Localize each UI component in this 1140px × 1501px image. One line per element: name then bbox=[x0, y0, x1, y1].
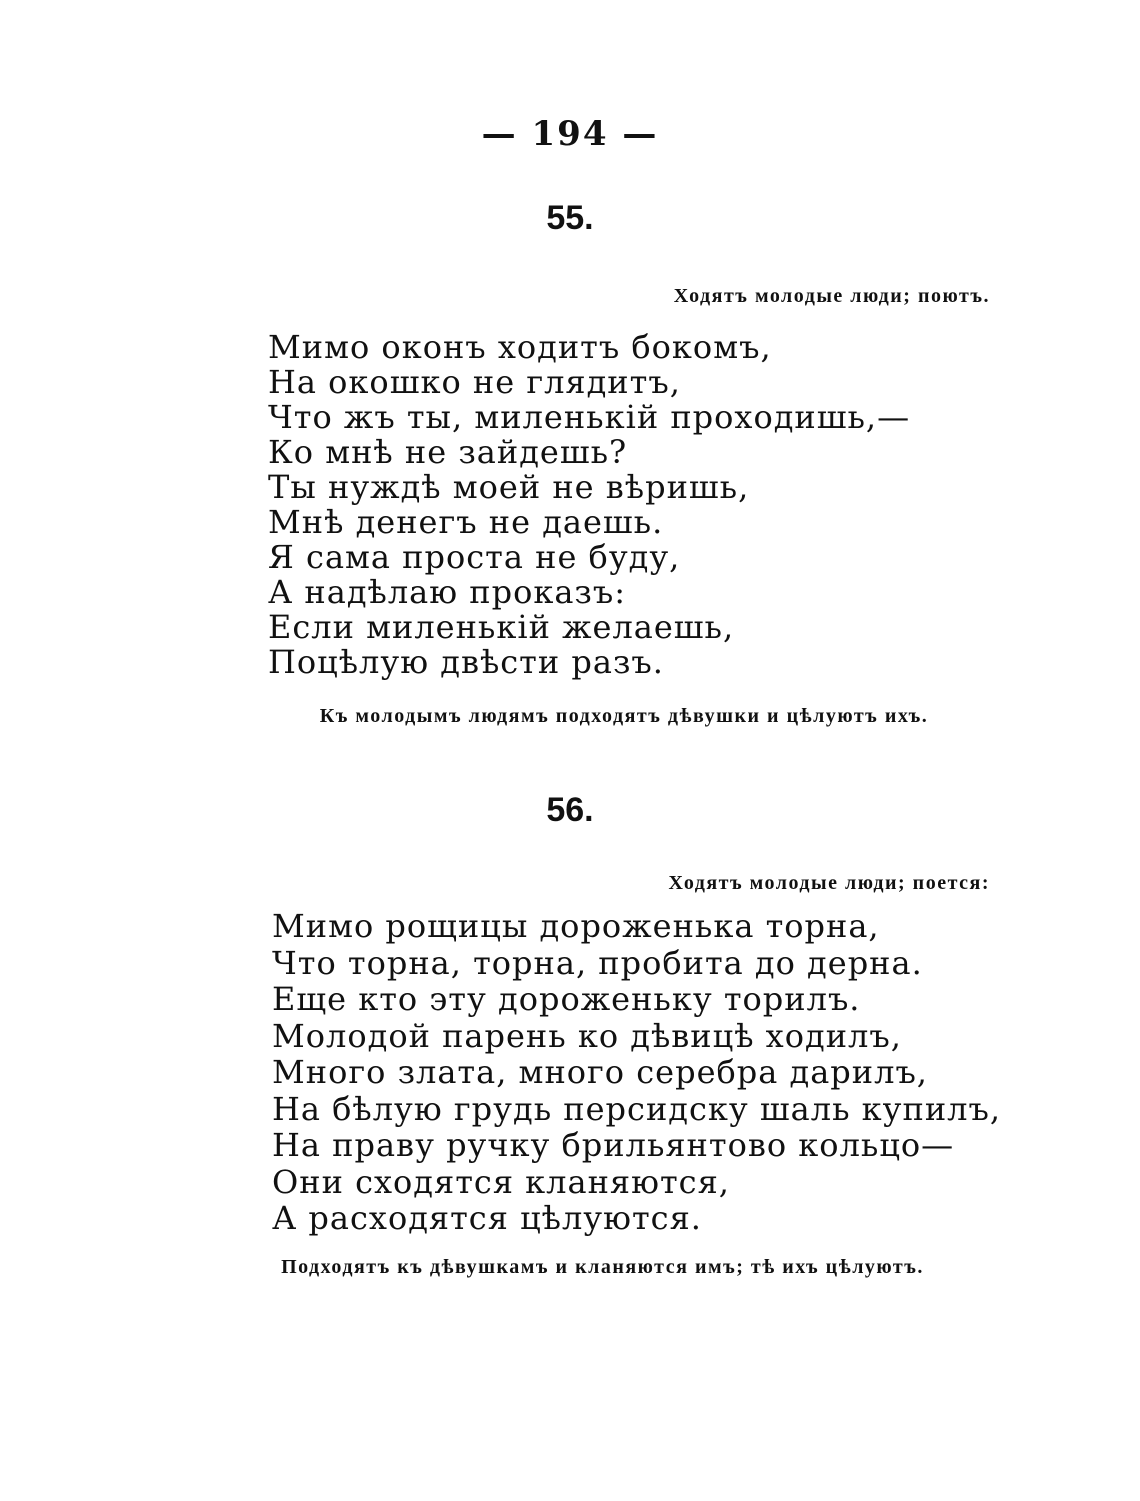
verse-line: А надѣлаю проказъ: bbox=[268, 573, 626, 611]
verse-line: Мимо рощицы дороженька торна, bbox=[272, 907, 880, 945]
verse-line: Много злата, много серебра дарилъ, bbox=[272, 1053, 928, 1091]
verse bbox=[268, 330, 910, 680]
song-number: 55. bbox=[546, 199, 594, 237]
verse-line: Молодой парень ко дѣвицѣ ходилъ, bbox=[272, 1016, 902, 1055]
verse-line: Что торна, торна, пробита до дерна. bbox=[272, 943, 923, 982]
stage-direction-outro: Къ молодымъ людямъ подходятъ дѣвушки и цѣлуютъ ихъ. bbox=[319, 705, 929, 727]
verse-line: Поцѣлую двѣсти разъ. bbox=[268, 643, 664, 681]
verse-line: А расходятся цѣлуются. bbox=[272, 1199, 702, 1237]
verse-line: Ко мнѣ не зайдешь? bbox=[268, 433, 628, 471]
song-number: 56. bbox=[546, 791, 594, 829]
stage-direction-intro: Ходятъ молодые люди; поютъ. bbox=[673, 285, 990, 307]
verse-line: Мнѣ денегъ не даешь. bbox=[268, 503, 664, 541]
verse-line: Если миленькій желаешь, bbox=[268, 608, 735, 646]
stage-direction-intro: Ходятъ молодые люди; поется: bbox=[668, 872, 990, 894]
verse-line: На окошко не глядитъ, bbox=[268, 363, 681, 401]
stage-direction-outro: Подходятъ къ дѣвушкамъ и кланяются имъ; тѣ ихъ цѣлуютъ. bbox=[281, 1256, 924, 1278]
verse-line: Еще кто эту дороженьку торилъ. bbox=[272, 980, 861, 1018]
verse-line: Ты нуждѣ моей не вѣришь, bbox=[268, 468, 750, 506]
verse-line: На бѣлую грудь персидску шаль купилъ, bbox=[272, 1089, 1001, 1128]
page-number: — 194 — bbox=[481, 114, 659, 154]
verse-line: Я сама проста не буду, bbox=[268, 538, 681, 576]
verse-line: Что жъ ты, миленькій проходишь,— bbox=[268, 398, 911, 436]
verse-line: Они сходятся кланяются, bbox=[272, 1162, 730, 1201]
verse-line: На праву ручку брильянтово кольцо— bbox=[272, 1126, 955, 1164]
verse bbox=[272, 908, 1001, 1237]
verse-line: Мимо оконъ ходитъ бокомъ, bbox=[268, 328, 772, 366]
